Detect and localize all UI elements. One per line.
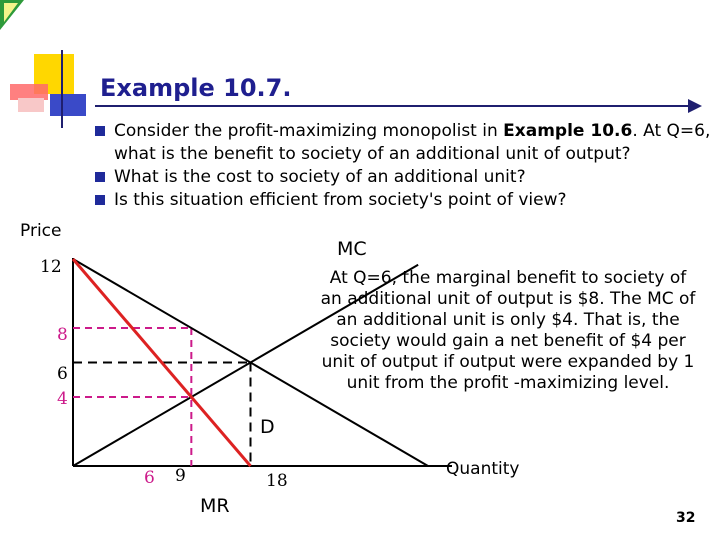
bullet-text: Consider the profit-maximizing monopolist in bbox=[114, 121, 504, 141]
mr-curve-label: MR bbox=[200, 495, 230, 517]
y-axis-label: Price bbox=[20, 221, 62, 241]
y-tick-label-6: 6 bbox=[57, 364, 68, 384]
x-tick-label-6: 6 bbox=[144, 468, 155, 488]
page-number: 32 bbox=[676, 510, 696, 526]
bullet-text: What is the cost to society of an additional unit? bbox=[114, 167, 526, 187]
y-tick-label-4: 4 bbox=[57, 389, 68, 409]
slide-title: Example 10.7. bbox=[100, 74, 292, 102]
bullet-text: Is this situation efficient from society's point of view? bbox=[114, 190, 567, 210]
bullet-text-tail: . At Q=6, what is the benefit to society of an additional unit of output? bbox=[114, 121, 711, 164]
annotation-text: At Q=6, the marginal benefit to society of an additional unit of output is $8. The MC of an additional unit is only $4. That is, the society would gain a net benefit of $4 per unit of output if output were expanded by 1 unit from the profit -maximizing level. bbox=[320, 268, 696, 393]
x-tick-label-9: 9 bbox=[175, 466, 186, 486]
mc-curve-label: MC bbox=[337, 238, 367, 260]
y-tick-label-12: 12 bbox=[40, 257, 62, 277]
y-tick-label-8: 8 bbox=[57, 325, 68, 345]
demand-curve-label: D bbox=[260, 416, 275, 438]
bullet-bold-text: Example 10.6 bbox=[503, 121, 633, 141]
x-axis-label: Quantity bbox=[446, 459, 520, 479]
x-tick-label-18: 18 bbox=[266, 471, 288, 491]
